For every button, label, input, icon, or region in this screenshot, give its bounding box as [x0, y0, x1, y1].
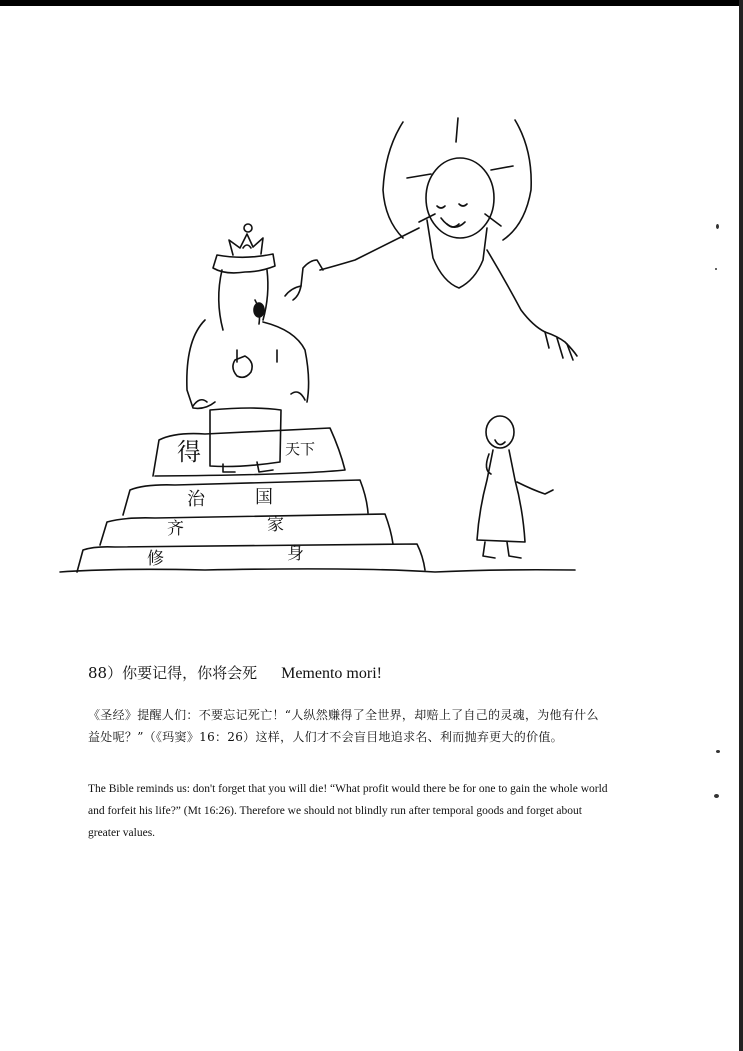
throne-char-guo: 国	[255, 487, 273, 508]
scan-speck	[716, 224, 719, 229]
christ-figure	[285, 118, 577, 360]
scan-speck	[714, 794, 719, 798]
page-top-edge	[0, 0, 743, 6]
monk-figure	[477, 416, 553, 558]
english-paragraph: The Bible reminds us: don't forget that you will die! “What profit would there be for one to gain the whole world and forfeit his life?” (Mt 16:26). Therefore we should not blindly run after temporal goods and forget about greater values.	[88, 783, 608, 839]
section-heading	[88, 662, 382, 683]
page-right-edge	[739, 0, 743, 1051]
throne-step-2	[123, 480, 368, 515]
throne-char-xiu: 修	[147, 549, 164, 569]
heading-latin: Memento mori!	[281, 665, 382, 682]
throne-step-3	[100, 514, 393, 545]
throne-char-tianxia: 天下	[285, 440, 316, 458]
chinese-paragraph: 《圣经》提醒人们：不要忘记死亡！“人纵然赚得了全世界，却赔上了自己的灵魂，为他有什么益处呢？”（《玛窦》16：26）这样，人们才不会盲目地追求名、利而抛弃更大的价值。	[88, 708, 599, 744]
scan-speck	[715, 268, 717, 270]
throne-char-de: 得	[177, 438, 201, 466]
memento-mori-illustration	[55, 110, 595, 590]
throne-char-zhi: 治	[187, 489, 205, 510]
scan-speck	[716, 750, 720, 753]
king-figure	[187, 224, 309, 472]
heading-chinese: 88）你要记得，你将会死	[88, 664, 258, 682]
throne-step-bottom	[77, 544, 425, 572]
ground-line	[60, 569, 575, 572]
throne-char-jia: 家	[267, 515, 284, 535]
throne-char-qi: 齐	[167, 519, 184, 539]
throne-char-shen: 身	[287, 544, 304, 564]
